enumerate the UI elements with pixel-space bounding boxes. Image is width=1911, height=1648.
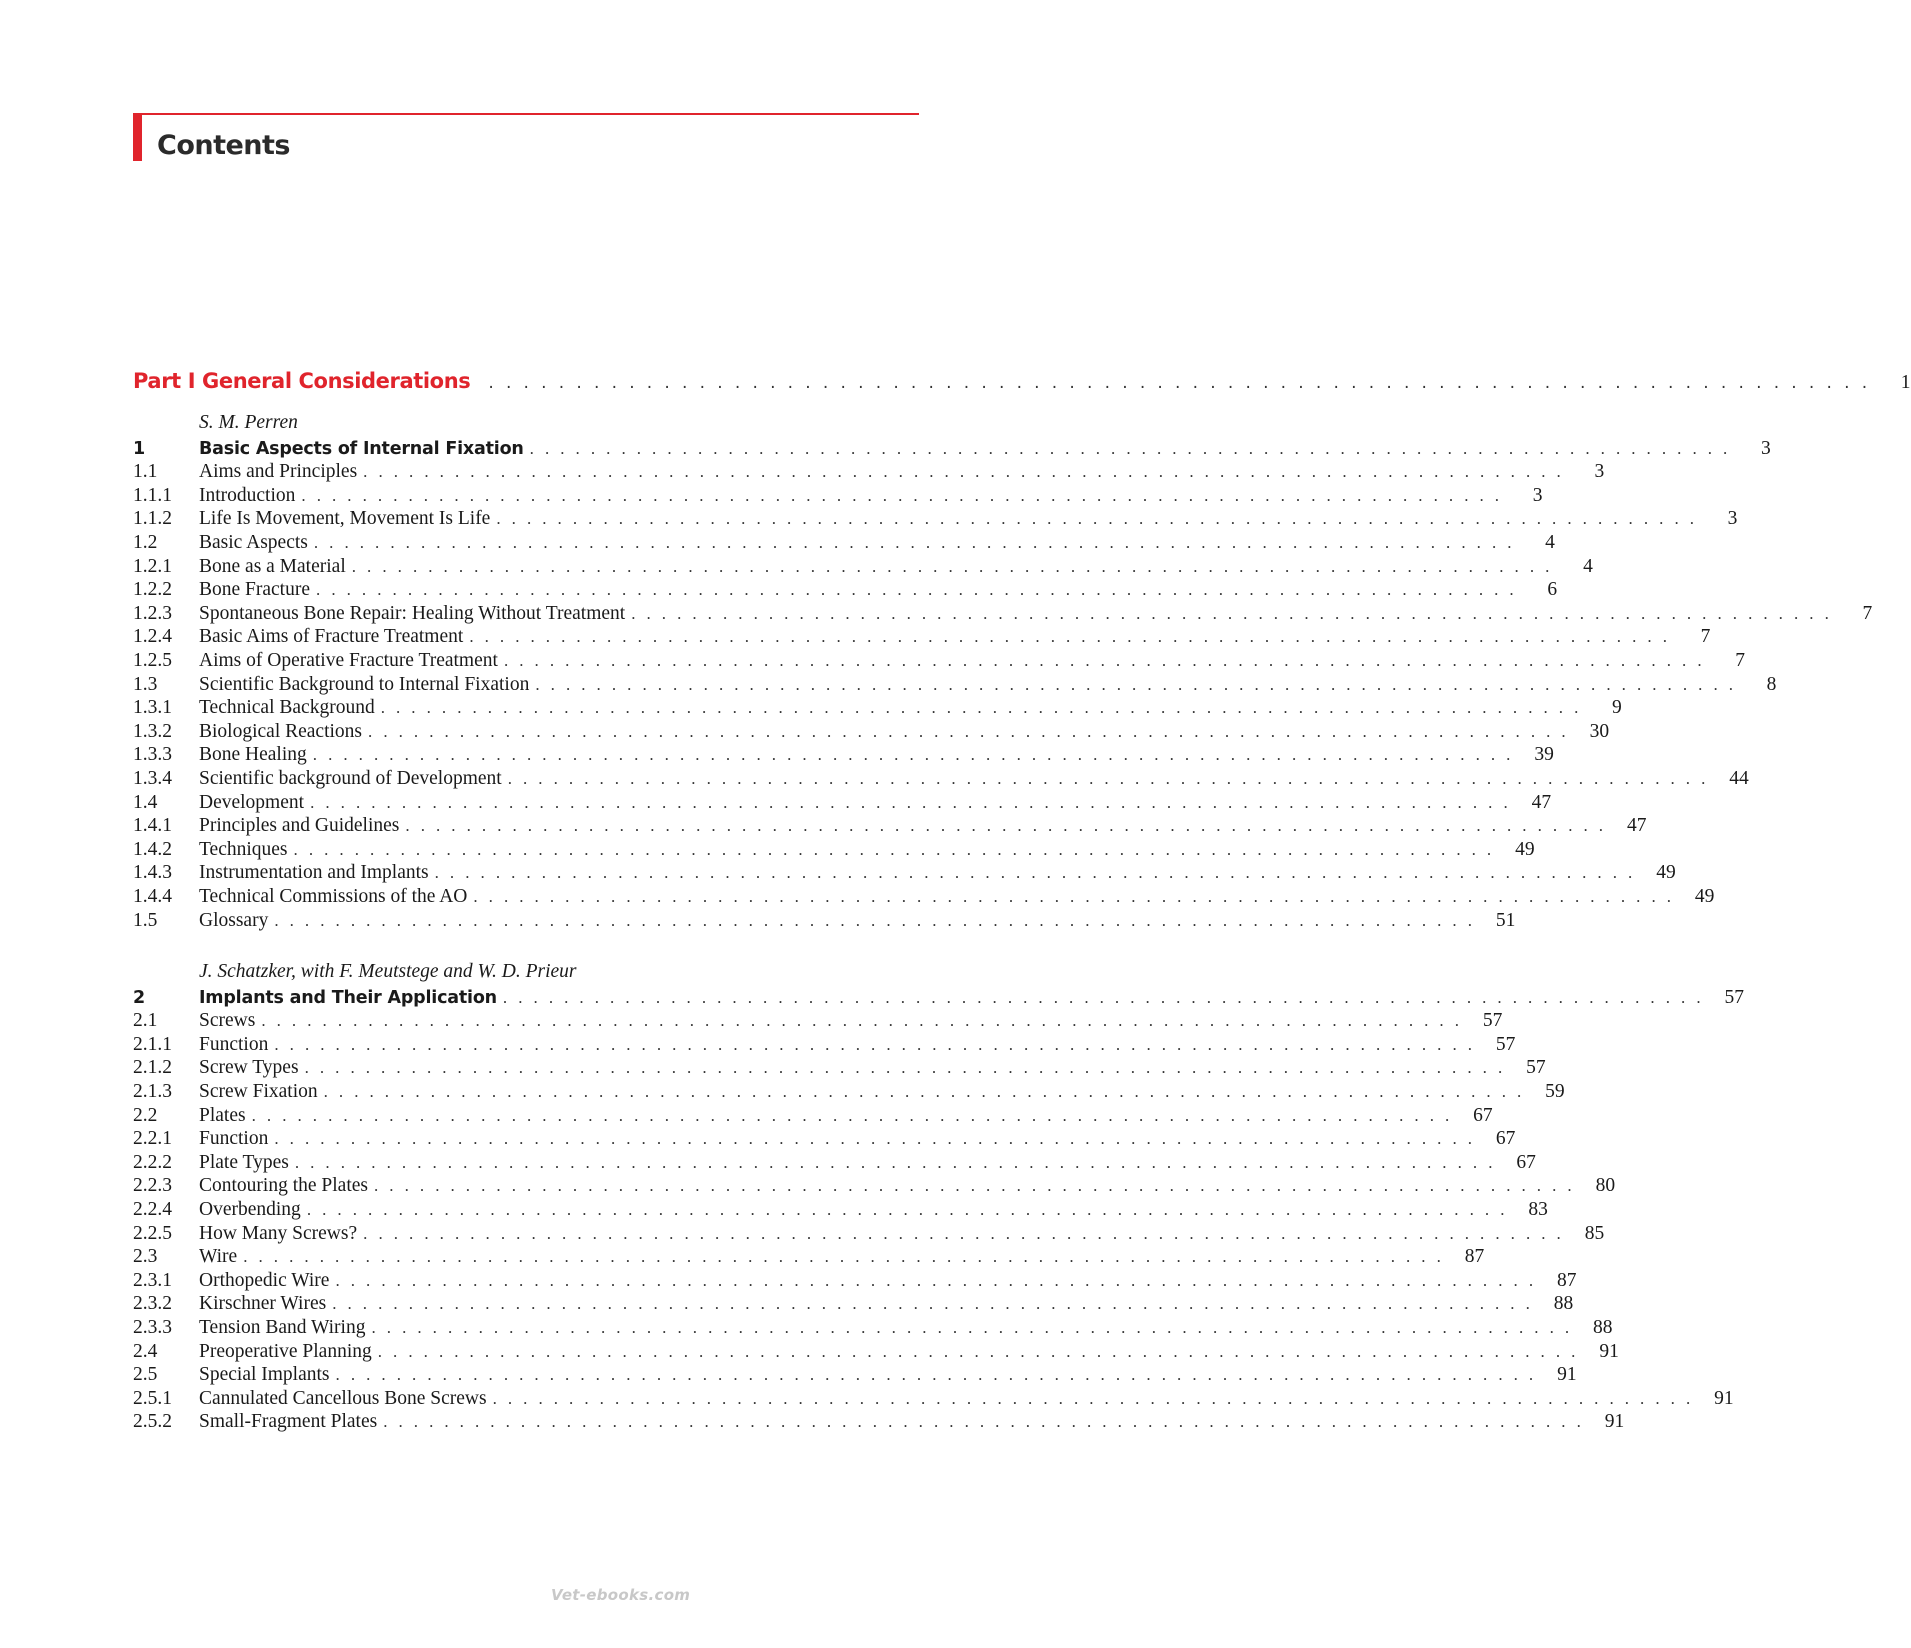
section-number: 1.1	[133, 461, 158, 483]
chapter-heading[interactable]	[133, 986, 1744, 1011]
leader-dots: . . . . . . . . . . . . . . . . . . . . . . . . . . . . . . . . . . . . . . . . . . . . . . . . . . . . . . . . . . . . . . . . . . . . . . . . . . . . . . .	[631, 603, 1833, 623]
section-number: 1.4.2	[133, 838, 172, 860]
header-accent-bar	[133, 113, 142, 161]
toc-entry[interactable]	[133, 1269, 1577, 1294]
leader-dots: . . . . . . . . . . . . . . . . . . . . . . . . . . . . . . . . . . . . . . . . . . . . . . . . . . . . . . . . . . . . . . . . . . . . . . . . . . . . . . .	[274, 1034, 1476, 1054]
section-number: 2.1.1	[133, 1033, 172, 1055]
toc-entry[interactable]	[133, 1104, 1493, 1129]
page-number: 3	[1594, 461, 1605, 483]
leader-dots: . . . . . . . . . . . . . . . . . . . . . . . . . . . . . . . . . . . . . . . . . . . . . . . . . . . . . . . . . . . . . . . . . . . . . . . . . . . . . . .	[371, 1318, 1573, 1337]
leader-dots: . . . . . . . . . . . . . . . . . . . . . . . . . . . . . . . . . . . . . . . . . . . . . . . . . . . . . . . . . . . . . . . . . . . . . . . . . . . . . . .	[261, 1011, 1463, 1031]
toc-entry[interactable]	[133, 791, 1552, 816]
section-title: Plate Types	[199, 1151, 289, 1173]
toc-entry[interactable]	[133, 1081, 1565, 1105]
section-title: Life Is Movement, Movement Is Life	[199, 508, 491, 530]
page-number: 7	[1700, 626, 1711, 648]
section-title: Overbending	[199, 1199, 301, 1220]
section-number: 1.2.4	[133, 626, 172, 648]
section-title: Small-Fragment Plates	[199, 1411, 378, 1433]
section-number: 2.3	[133, 1246, 158, 1268]
leader-dots: . . . . . . . . . . . . . . . . . . . . . . . . . . . . . . . . . . . . . . . . . . . . . . . . . . . . . . . . . . . . . . . . . . . . . . . . . . . . . . .	[469, 627, 1671, 647]
leader-dots: . . . . . . . . . . . . . . . . . . . . . . . . . . . . . . . . . . . . . . . . . . . . . . . . . . . . . . . . . . . . . . . . . . . . . . . . . . . . . . .	[313, 533, 1515, 552]
page-number: 57	[1482, 1010, 1503, 1032]
section-title: Techniques	[199, 838, 288, 860]
leader-dots: . . . . . . . . . . . . . . . . . . . . . . . . . . . . . . . . . . . . . . . . . . . . . . . . . . . . . . . . . . . . . . . . . . . . . . . . . . . . . . .	[304, 1058, 1506, 1078]
section-number: 2.2.3	[133, 1175, 172, 1197]
toc-entry[interactable]	[133, 532, 1555, 556]
toc-entry[interactable]	[133, 1199, 1548, 1223]
leader-dots: . . . . . . . . . . . . . . . . . . . . . . . . . . . . . . . . . . . . . . . . . . . . . . . . . . . . . . . . . . . . . . . . . . . . . . . . . . . . . . .	[323, 1082, 1525, 1101]
section-number: 1.2.1	[133, 555, 172, 577]
section-number: 1.3	[133, 673, 158, 695]
toc-entry[interactable]	[133, 579, 1558, 603]
section-number: 1.2.5	[133, 650, 172, 671]
leader-dots: . . . . . . . . . . . . . . . . . . . . . . . . . . . . . . . . . . . . . . . . . . . . . . . . . . . . . . . . . . . . . . . . . . . . . . . . . . . . . . .	[274, 910, 1476, 930]
page-number: 44	[1729, 768, 1749, 789]
leader-dots: . . . . . . . . . . . . . . . . . . . . . . . . . . . . . . . . . . . . . . . . . . . . . . . . . . . . . . . . . . . . . . . . . . . . . . . . . . . . . . .	[374, 1176, 1576, 1196]
page-number: 83	[1528, 1199, 1548, 1220]
toc-entry[interactable]	[133, 673, 1777, 698]
chapter-author: J. Schatzker, with F. Meutstege and W. D. Prieur	[199, 961, 577, 982]
toc-entry[interactable]	[133, 1010, 1503, 1034]
section-number: 1.3.2	[133, 720, 172, 742]
page-number: 87	[1557, 1269, 1577, 1291]
section-title: Biological Reactions	[199, 720, 363, 742]
page-number: 7	[1862, 602, 1873, 624]
section-number: 2.3.3	[133, 1317, 172, 1338]
toc-entry[interactable]	[133, 862, 1676, 886]
toc-entry[interactable]	[133, 720, 1610, 745]
section-number: 1.1.2	[133, 508, 172, 530]
leader-dots: . . . . . . . . . . . . . . . . . . . . . . . . . . . . . . . . . . . . . . . . . . . . . . . . . . . . . . . . . . . . . . . . . . . . . . . . . . . . . . .	[496, 509, 1698, 529]
section-number: 1.2.2	[133, 579, 172, 601]
section-title: Principles and Guidelines	[199, 815, 400, 837]
page-number: 39	[1534, 744, 1554, 766]
leader-dots: . . . . . . . . . . . . . . . . . . . . . . . . . . . . . . . . . . . . . . . . . . . . . . . . . . . . . . . . . . . . . . . . . . . . . . . . . . . . . . .	[335, 1365, 1537, 1385]
toc-entry[interactable]	[133, 484, 1543, 509]
page-number: 91	[1599, 1340, 1619, 1362]
page-number: 4	[1545, 532, 1555, 553]
section-number: 2.1	[133, 1010, 158, 1032]
leader-dots: . . . . . . . . . . . . . . . . . . . . . . . . . . . . . . . . . . . . . . . . . . . . . . . . . . . . . . . . . . . . . . . . . . . . . . . . . . . . . . .	[312, 745, 1514, 765]
part-title: Part I General Considerations	[133, 369, 471, 393]
page-number: 6	[1547, 579, 1558, 601]
section-title: Development	[199, 791, 305, 813]
chapter-author: S. M. Perren	[199, 412, 298, 433]
page-number: 91	[1604, 1411, 1625, 1433]
toc-entry[interactable]	[133, 697, 1622, 721]
leader-dots: . . . . . . . . . . . . . . . . . . . . . . . . . . . . . . . . . . . . . . . . . . . . . . . . . . . . . . . . . . . . . . . . . . . . . . . . . . . . . . .	[380, 698, 1582, 718]
leader-dots: . . . . . . . . . . . . . . . . . . . . . . . . . . . . . . . . . . . . . . . . . . . . . . . . . . . . . . . . . . . . . . . . . . . . . . . . . . . . . . .	[434, 863, 1636, 883]
watermark: Vet-ebooks.com	[551, 1586, 691, 1604]
page-number: 47	[1531, 791, 1552, 813]
toc-entry[interactable]	[133, 1293, 1574, 1317]
toc-entry[interactable]	[133, 838, 1535, 863]
toc-entry[interactable]	[133, 626, 1711, 650]
page-number: 67	[1495, 1128, 1516, 1150]
section-number: 2.2.2	[133, 1151, 172, 1173]
section-title: Aims and Principles	[199, 461, 358, 483]
toc-entry[interactable]	[133, 1175, 1616, 1199]
section-title: Scientific Background to Internal Fixation	[199, 673, 530, 695]
leader-dots: . . . . . . . . . . . . . . . . . . . . . . . . . . . . . . . . . . . . . . . . . . . . . . . . . . . . . . . . . . . . . . . . . . . . . . . . . . . . . . .	[405, 816, 1607, 836]
toc-entry[interactable]	[133, 1033, 1516, 1058]
page-number: 91	[1714, 1387, 1734, 1409]
section-number: 2.1.2	[133, 1057, 172, 1079]
section-number: 2.3.2	[133, 1293, 172, 1315]
leader-dots: . . . . . . . . . . . . . . . . . . . . . . . . . . . . . . . . . . . . . . . . . . . . . . . . . . . . . . . . . . . . . . . . . . . . . . . . . . . . . . .	[377, 1341, 1579, 1361]
section-number: 2.5.1	[133, 1387, 172, 1409]
section-title: Screw Types	[199, 1057, 299, 1079]
section-number: 2.1.3	[133, 1081, 172, 1102]
section-number: 1.3.3	[133, 744, 172, 766]
section-title: Technical Commissions of the AO	[199, 886, 468, 907]
toc-entry[interactable]	[133, 886, 1715, 910]
section-number: 1.3.1	[133, 697, 172, 719]
page-number: 88	[1593, 1317, 1613, 1338]
leader-dots: . . . . . . . . . . . . . . . . . . . . . . . . . . . . . . . . . . . . . . . . . . . . . . . . . . . . . . . . . . . . . . . . . . . . . . . . . . . . . . .	[507, 769, 1709, 788]
section-title: Function	[199, 1033, 269, 1055]
page-title: Contents	[157, 130, 291, 161]
section-title: Plates	[199, 1104, 246, 1126]
part-heading[interactable]	[133, 369, 1911, 393]
section-number: 1.2.3	[133, 602, 172, 624]
section-number: 2.3.1	[133, 1269, 172, 1291]
toc-entry[interactable]	[133, 650, 1745, 674]
section-title: Spontaneous Bone Repair: Healing Without Treatment	[199, 602, 626, 624]
section-title: Basic Aspects of Internal Fixation	[199, 438, 524, 459]
leader-dots: . . . . . . . . . . . . . . . . . . . . . . . . . . . . . . . . . . . . . . . . . . . . . . . . . . . . . . . . . . . . . . . . . . . . . . . . . . . . . . .	[294, 1152, 1496, 1172]
section-number: 1	[133, 438, 145, 459]
leader-dots: . . . . . . . . . . . . . . . . . . . . . . . . . . . . . . . . . . . . . . . . . . . . . . . . . . . . . . . . . . . . . . . . . . . . . . . . . . . . . . .	[301, 485, 1503, 505]
page-number: 47	[1626, 815, 1647, 837]
section-title: Wire	[199, 1246, 238, 1268]
toc-entry[interactable]	[133, 744, 1554, 768]
leader-dots: . . . . . . . . . . . . . . . . . . . . . . . . . . . . . . . . . . . . . . . . . . . . . . . . . . . . . . . . . . . . . . . . . . . . . . . . . . . . . . .	[368, 721, 1570, 741]
leader-dots: . . . . . . . . . . . . . . . . . . . . . . . . . . . . . . . . . . . . . . . . . . . . . . . . . . . . . . . . . . . . . . . . . . . . . . . . . . . . . . .	[293, 839, 1495, 859]
section-number: 2.2.1	[133, 1128, 172, 1150]
toc-entry[interactable]	[133, 555, 1593, 580]
leader-dots: . . . . . . . . . . . . . . . . . . . . . . . . . . . . . . . . . . . . . . . . . . . . . . . . . . . . . . . . . . . . . . . . . . . . . . . . . . . . . . .	[306, 1200, 1508, 1219]
page-number: 59	[1545, 1081, 1565, 1102]
section-title: Technical Background	[199, 697, 375, 719]
section-title: Bone Healing	[199, 744, 307, 766]
page-number: 57	[1495, 1033, 1516, 1055]
section-title: Basic Aims of Fracture Treatment	[199, 626, 464, 648]
section-number: 1.2	[133, 532, 158, 553]
page-number: 4	[1583, 555, 1593, 577]
section-number: 2	[133, 987, 145, 1008]
section-number: 1.4	[133, 791, 158, 813]
section-title: Bone as a Material	[199, 555, 346, 577]
part-page: 1	[1900, 372, 1911, 393]
section-title: Kirschner Wires	[199, 1293, 327, 1315]
toc-entry[interactable]	[133, 1151, 1536, 1176]
page-number: 3	[1532, 484, 1543, 506]
page-number: 3	[1760, 437, 1771, 459]
section-number: 2.4	[133, 1340, 158, 1362]
toc-entry[interactable]	[133, 815, 1647, 839]
section-number: 2.5	[133, 1364, 158, 1386]
page-number: 51	[1495, 909, 1516, 931]
toc-entry[interactable]	[133, 1222, 1605, 1247]
leader-dots: . . . . . . . . . . . . . . . . . . . . . . . . . . . . . . . . . . . . . . . . . . . . . . . . . . . . . . . . . . . . . . . . . . . . . . . . . . . . . . .	[473, 887, 1675, 906]
leader-dots: . . . . . . . . . . . . . . . . . . . . . . . . . . . . . . . . . . . . . . . . . . . . . . . . . . . . . . . . . . . . . . . . . . . . . . . . . . . . . . .	[316, 580, 1518, 600]
section-title: Basic Aspects	[199, 532, 308, 553]
section-number: 2.2.4	[133, 1199, 172, 1220]
toc-entry[interactable]	[133, 602, 1873, 627]
section-number: 1.1.1	[133, 484, 172, 506]
section-title: How Many Screws?	[199, 1222, 358, 1244]
page-number: 9	[1612, 697, 1622, 719]
page-number: 30	[1589, 720, 1610, 742]
toc-entry[interactable]	[133, 1246, 1485, 1270]
toc-entry[interactable]	[133, 1128, 1516, 1152]
toc-entry[interactable]	[133, 1364, 1577, 1388]
page-number: 49	[1694, 886, 1715, 907]
section-title: Aims of Operative Fracture Treatment	[199, 650, 498, 671]
section-title: Implants and Their Application	[199, 987, 497, 1008]
page-number: 8	[1766, 673, 1777, 695]
section-title: Orthopedic Wire	[199, 1269, 330, 1291]
leader-dots: . . . . . . . . . . . . . . . . . . . . . . . . . . . . . . . . . . . . . . . . . . . . . . . . . . . . . . . . . . . . . . . . . . . . . . . . . . . . . . .	[535, 674, 1737, 694]
section-title: Screws	[199, 1010, 256, 1032]
section-title: Bone Fracture	[199, 579, 311, 601]
leader-dots: . . . . . . . . . . . . . . . . . . . . . . . . . . . . . . . . . . . . . . . . . . . . . . . . . . . . . . . . . . . . . . . . . . . . . . . . . . . . . . .	[332, 1294, 1534, 1314]
section-title: Contouring the Plates	[199, 1175, 368, 1197]
leader-dots: . . . . . . . . . . . . . . . . . . . . . . . . . . . . . . . . . . . . . . . . . . . . . . . . . . . . . . . . . . . . . . . . . . . . . . . . . . . . . . .	[251, 1105, 1453, 1125]
section-title: Introduction	[199, 484, 296, 506]
page-number: 57	[1526, 1057, 1546, 1079]
section-title: Glossary	[199, 909, 269, 931]
header-rule	[133, 113, 919, 115]
page-number: 67	[1516, 1151, 1536, 1173]
toc-entry[interactable]	[133, 1340, 1619, 1365]
leader-dots: . . . . . . . . . . . . . . . . . . . . . . . . . . . . . . . . . . . . . . . . . . . . . . . . . . . . . . . . . . . . . . . . . . . . . . . . . . . . . . .	[502, 987, 1704, 1007]
page-number: 67	[1473, 1104, 1493, 1126]
leader-dots: . . . . . . . . . . . . . . . . . . . . . . . . . . . . . . . . . . . . . . . . . . . . . . . . . . . . . . . . . . . . . . . . . . . . . . . . . . . . . . .	[488, 373, 1871, 393]
page-number: 49	[1515, 838, 1535, 860]
section-number: 2.2.5	[133, 1222, 172, 1244]
page-number: 91	[1557, 1364, 1577, 1386]
section-number: 1.3.4	[133, 768, 172, 789]
section-number: 2.5.2	[133, 1411, 172, 1433]
chapter-heading[interactable]	[133, 437, 1771, 462]
page-number: 88	[1553, 1293, 1574, 1315]
section-title: Screw Fixation	[199, 1081, 318, 1102]
leader-dots: . . . . . . . . . . . . . . . . . . . . . . . . . . . . . . . . . . . . . . . . . . . . . . . . . . . . . . . . . . . . . . . . . . . . . . . . . . . . . . .	[492, 1388, 1694, 1408]
leader-dots: . . . . . . . . . . . . . . . . . . . . . . . . . . . . . . . . . . . . . . . . . . . . . . . . . . . . . . . . . . . . . . . . . . . . . . . . . . . . . . .	[335, 1270, 1537, 1290]
leader-dots: . . . . . . . . . . . . . . . . . . . . . . . . . . . . . . . . . . . . . . . . . . . . . . . . . . . . . . . . . . . . . . . . . . . . . . . . . . . . . . .	[383, 1412, 1585, 1432]
section-title: Instrumentation and Implants	[199, 862, 429, 884]
section-title: Tension Band Wiring	[199, 1317, 366, 1338]
page-number: 80	[1595, 1175, 1616, 1197]
leader-dots: . . . . . . . . . . . . . . . . . . . . . . . . . . . . . . . . . . . . . . . . . . . . . . . . . . . . . . . . . . . . . . . . . . . . . . . . . . . . . . .	[274, 1129, 1476, 1149]
page-number: 85	[1584, 1222, 1605, 1244]
toc-entry[interactable]	[133, 508, 1738, 532]
toc-entry[interactable]	[133, 1317, 1613, 1341]
page-number: 87	[1464, 1246, 1485, 1268]
toc-entry[interactable]	[133, 1411, 1625, 1435]
section-title: Cannulated Cancellous Bone Screws	[199, 1387, 487, 1409]
section-title: Special Implants	[199, 1364, 330, 1386]
page-number: 49	[1656, 862, 1676, 884]
leader-dots: . . . . . . . . . . . . . . . . . . . . . . . . . . . . . . . . . . . . . . . . . . . . . . . . . . . . . . . . . . . . . . . . . . . . . . . . . . . . . . .	[243, 1247, 1445, 1267]
toc-entry[interactable]	[133, 1387, 1734, 1412]
toc-entry[interactable]	[133, 909, 1516, 934]
page-number: 3	[1727, 508, 1738, 530]
section-number: 2.2	[133, 1104, 158, 1126]
toc-entry[interactable]	[133, 1057, 1546, 1081]
leader-dots: . . . . . . . . . . . . . . . . . . . . . . . . . . . . . . . . . . . . . . . . . . . . . . . . . . . . . . . . . . . . . . . . . . . . . . . . . . . . . . .	[503, 651, 1705, 670]
page-number: 57	[1724, 986, 1744, 1008]
leader-dots: . . . . . . . . . . . . . . . . . . . . . . . . . . . . . . . . . . . . . . . . . . . . . . . . . . . . . . . . . . . . . . . . . . . . . . . . . . . . . . .	[351, 556, 1553, 576]
section-number: 1.4.1	[133, 815, 172, 837]
leader-dots: . . . . . . . . . . . . . . . . . . . . . . . . . . . . . . . . . . . . . . . . . . . . . . . . . . . . . . . . . . . . . . . . . . . . . . . . . . . . . . .	[529, 438, 1731, 458]
leader-dots: . . . . . . . . . . . . . . . . . . . . . . . . . . . . . . . . . . . . . . . . . . . . . . . . . . . . . . . . . . . . . . . . . . . . . . . . . . . . . . .	[363, 462, 1565, 482]
leader-dots: . . . . . . . . . . . . . . . . . . . . . . . . . . . . . . . . . . . . . . . . . . . . . . . . . . . . . . . . . . . . . . . . . . . . . . . . . . . . . . .	[310, 792, 1512, 812]
toc-entry[interactable]	[133, 768, 1749, 792]
section-title: Scientific background of Development	[199, 768, 502, 789]
page-number: 7	[1735, 650, 1745, 671]
section-title: Preoperative Planning	[199, 1340, 372, 1362]
section-number: 1.4.3	[133, 862, 172, 884]
section-number: 1.4.4	[133, 886, 172, 907]
section-title: Function	[199, 1128, 269, 1150]
section-number: 1.5	[133, 909, 158, 931]
toc-entry[interactable]	[133, 461, 1605, 485]
leader-dots: . . . . . . . . . . . . . . . . . . . . . . . . . . . . . . . . . . . . . . . . . . . . . . . . . . . . . . . . . . . . . . . . . . . . . . . . . . . . . . .	[363, 1223, 1565, 1243]
